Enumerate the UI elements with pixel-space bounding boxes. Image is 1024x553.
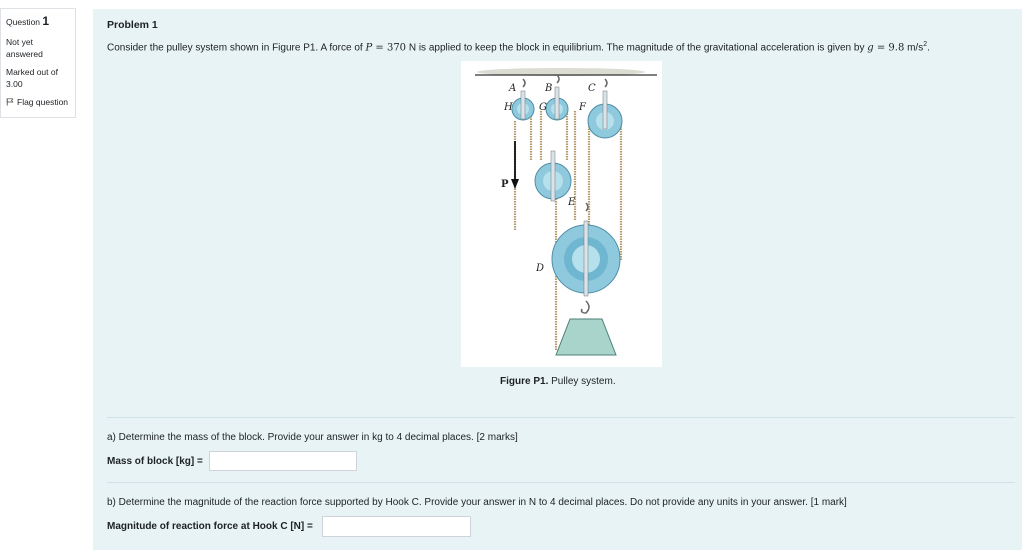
- g-unit: m/s: [904, 42, 924, 54]
- label-a: A: [509, 83, 517, 94]
- flag-question-button[interactable]: [6, 96, 70, 108]
- pulley-diagram: [461, 61, 662, 367]
- pulley-h: [512, 91, 534, 120]
- force-arrow-p: [511, 141, 519, 189]
- figure-caption: [500, 376, 616, 387]
- p-value: 370: [386, 42, 407, 54]
- label-g: G: [539, 102, 547, 113]
- part-b-question: b) Determine the magnitude of the reaction force supported by Hook C. Provide your answer in N to 4 decimal places. Do not provide any units in your answer. [1 mark]: [107, 497, 847, 508]
- statement-part-2: N is applied to keep the block in equilibrium. The magnitude of the gravitational acceleration is given by: [406, 42, 868, 54]
- section-divider-1: [107, 417, 1015, 418]
- problem-title: Problem 1: [107, 19, 158, 31]
- figure-caption-text: Pulley system.: [548, 376, 616, 387]
- pulley-f: [588, 91, 622, 138]
- part-a-question: a) Determine the mass of the block. Provide your answer in kg to 4 decimal places. [2 marks]: [107, 432, 518, 443]
- reaction-force-input[interactable]: [322, 516, 471, 537]
- label-h: H: [504, 102, 513, 113]
- marked-line-1: Marked out of: [6, 67, 58, 77]
- section-divider-2: [107, 482, 1015, 483]
- part-a-label: Mass of block [kg] =: [107, 456, 203, 467]
- block: [556, 319, 616, 355]
- pulley-d: [552, 221, 620, 296]
- question-number: [6, 15, 70, 28]
- g-symbol: g: [867, 42, 874, 54]
- question-grade: [6, 66, 70, 90]
- equals-sign-1: =: [372, 42, 387, 54]
- question-number-value: 1: [42, 14, 50, 28]
- question-state: [6, 36, 70, 60]
- flag-question-label: Flag question: [17, 97, 69, 107]
- statement-end: .: [927, 42, 930, 54]
- state-line-1: Not yet: [6, 37, 33, 47]
- question-info-panel: [0, 8, 76, 118]
- label-c: C: [588, 83, 596, 94]
- label-b: B: [545, 83, 553, 94]
- state-line-2: answered: [6, 49, 43, 59]
- question-label: Question: [6, 17, 41, 27]
- equals-sign-2: =: [873, 42, 889, 54]
- label-f: F: [579, 102, 586, 113]
- part-b-label: Magnitude of reaction force at Hook C [N] =: [107, 521, 313, 532]
- g-value: 9.8: [888, 42, 905, 54]
- statement-part-1: Consider the pulley system shown in Figure P1. A force of: [107, 42, 366, 54]
- label-p: P: [501, 179, 509, 190]
- flag-icon: [6, 98, 14, 106]
- label-e: E: [568, 197, 576, 208]
- marked-line-2: 3.00: [6, 79, 23, 89]
- g-exponent: 2: [923, 41, 928, 48]
- figure-caption-title: Figure P1.: [500, 376, 549, 387]
- question-content: [93, 9, 1022, 550]
- p-symbol: P: [365, 42, 373, 54]
- mass-of-block-input[interactable]: [209, 451, 357, 471]
- pulley-figure: [461, 61, 662, 367]
- problem-statement: [107, 41, 930, 53]
- label-d: D: [536, 263, 545, 274]
